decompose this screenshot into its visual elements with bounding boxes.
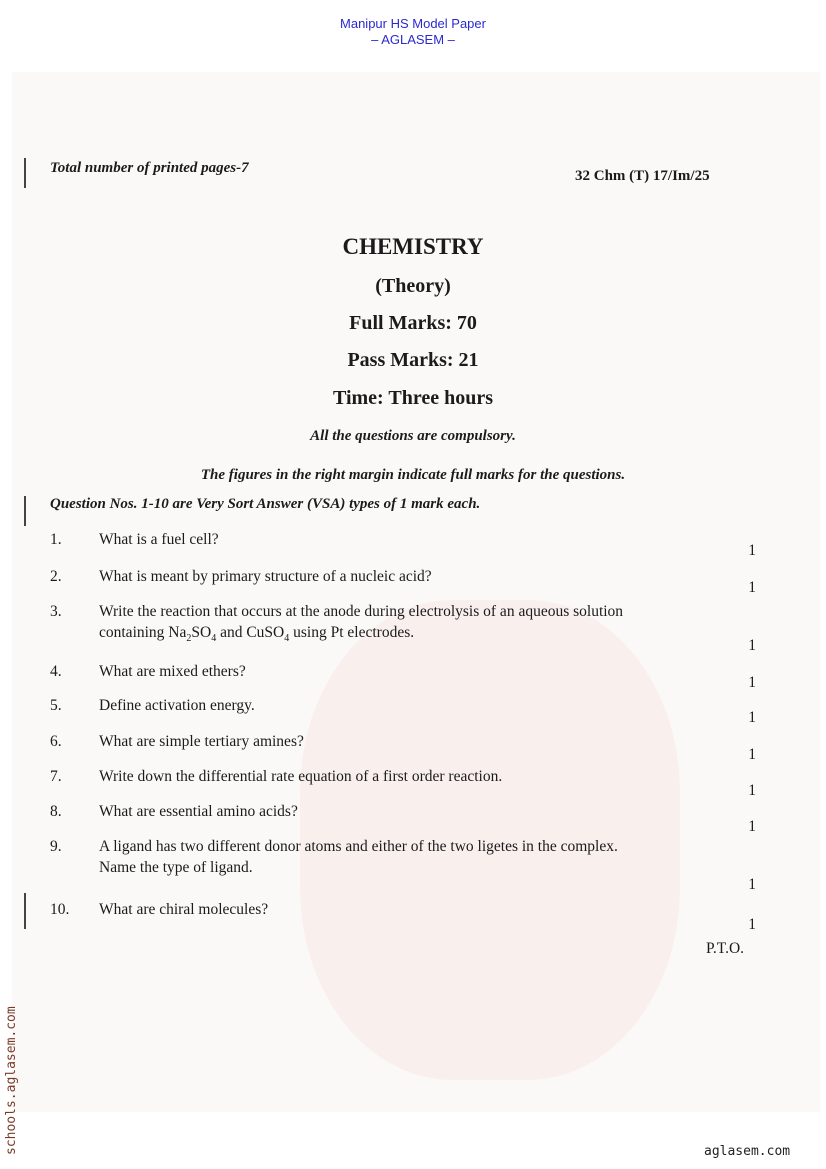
question-marks: 1: [748, 674, 756, 691]
question-8: [50, 801, 760, 833]
subscript: 2: [186, 633, 192, 645]
question-9: [50, 836, 760, 894]
question-4: [50, 661, 760, 693]
question-10: [50, 899, 760, 935]
question-3: [50, 601, 760, 656]
question-marks: 1: [748, 542, 756, 559]
question-marks: 1: [748, 579, 756, 596]
question-text-part: and CuSO: [216, 624, 285, 641]
footer-watermark: aglasem.com: [704, 1144, 791, 1159]
question-number: 5.: [50, 697, 62, 714]
question-text: What is a fuel cell?: [99, 531, 219, 548]
question-text: [99, 601, 759, 649]
subject-title: CHEMISTRY: [342, 234, 484, 259]
side-watermark: schools.aglasem.com: [4, 1006, 19, 1155]
question-number: 2.: [50, 568, 62, 585]
question-number: 6.: [50, 733, 62, 750]
question-text-line-1: A ligand has two different donor atoms and either of the two ligetes in the complex.: [99, 838, 618, 855]
watermark-line-1: Manipur HS Model Paper: [340, 16, 486, 31]
question-text-part: SO: [191, 624, 212, 641]
question-marks: 1: [748, 916, 756, 933]
question-marks: 1: [748, 746, 756, 763]
instruction-margin: The figures in the right margin indicate full marks for the questions.: [200, 467, 626, 483]
question-number: 8.: [50, 803, 62, 820]
watermark-header: [0, 16, 826, 48]
question-number: 10.: [50, 901, 70, 918]
question-text: What are mixed ethers?: [99, 663, 246, 680]
question-text: What are simple tertiary amines?: [99, 733, 304, 750]
question-2: [50, 566, 760, 598]
question-number: 1.: [50, 531, 62, 548]
margin-mark: [24, 496, 26, 526]
question-text-part: containing Na: [99, 624, 187, 641]
watermark-line-2: – AGLASEM –: [371, 32, 455, 47]
question-marks: 1: [748, 818, 756, 835]
time-allowed: Time: Three hours: [332, 387, 493, 409]
paper-type: (Theory): [375, 275, 451, 297]
question-1: [50, 529, 760, 561]
question-number: 9.: [50, 838, 62, 855]
instruction-compulsory: All the questions are compulsory.: [310, 428, 516, 444]
question-6: [50, 731, 760, 763]
full-marks: Full Marks: 70: [349, 312, 477, 334]
margin-mark: [24, 893, 26, 929]
subscript: 4: [284, 633, 290, 645]
question-marks: 1: [748, 709, 756, 726]
question-text-line-1: Write the reaction that occurs at the anode during electrolysis of an aqueous solution: [99, 603, 624, 620]
question-marks: 1: [748, 876, 756, 893]
margin-mark: [24, 158, 26, 188]
subscript: 4: [211, 633, 217, 645]
question-text: [99, 836, 759, 878]
question-5: [50, 695, 760, 727]
question-text-part: using Pt electrodes.: [289, 624, 415, 641]
question-text: What are chiral molecules?: [99, 901, 269, 918]
question-marks: 1: [748, 637, 756, 654]
question-text: Write down the differential rate equation of a first order reaction.: [99, 768, 503, 785]
question-7: [50, 766, 760, 798]
question-number: 7.: [50, 768, 62, 785]
printed-pages: Total number of printed pages-7: [50, 160, 249, 176]
question-number: 3.: [50, 603, 62, 620]
question-text: What are essential amino acids?: [99, 803, 298, 820]
question-text-line-2: Name the type of ligand.: [99, 859, 253, 876]
question-text: What is meant by primary structure of a nucleic acid?: [99, 568, 432, 585]
please-turn-over: P.T.O.: [706, 940, 745, 957]
question-number: 4.: [50, 663, 62, 680]
question-text: Define activation energy.: [99, 697, 255, 714]
pass-marks: Pass Marks: 21: [347, 349, 479, 371]
question-marks: 1: [748, 782, 756, 799]
instruction-vsa: Question Nos. 1-10 are Very Sort Answer (VSA) types of 1 mark each.: [50, 496, 481, 512]
paper-code: 32 Chm (T) 17/Im/25: [575, 168, 710, 184]
